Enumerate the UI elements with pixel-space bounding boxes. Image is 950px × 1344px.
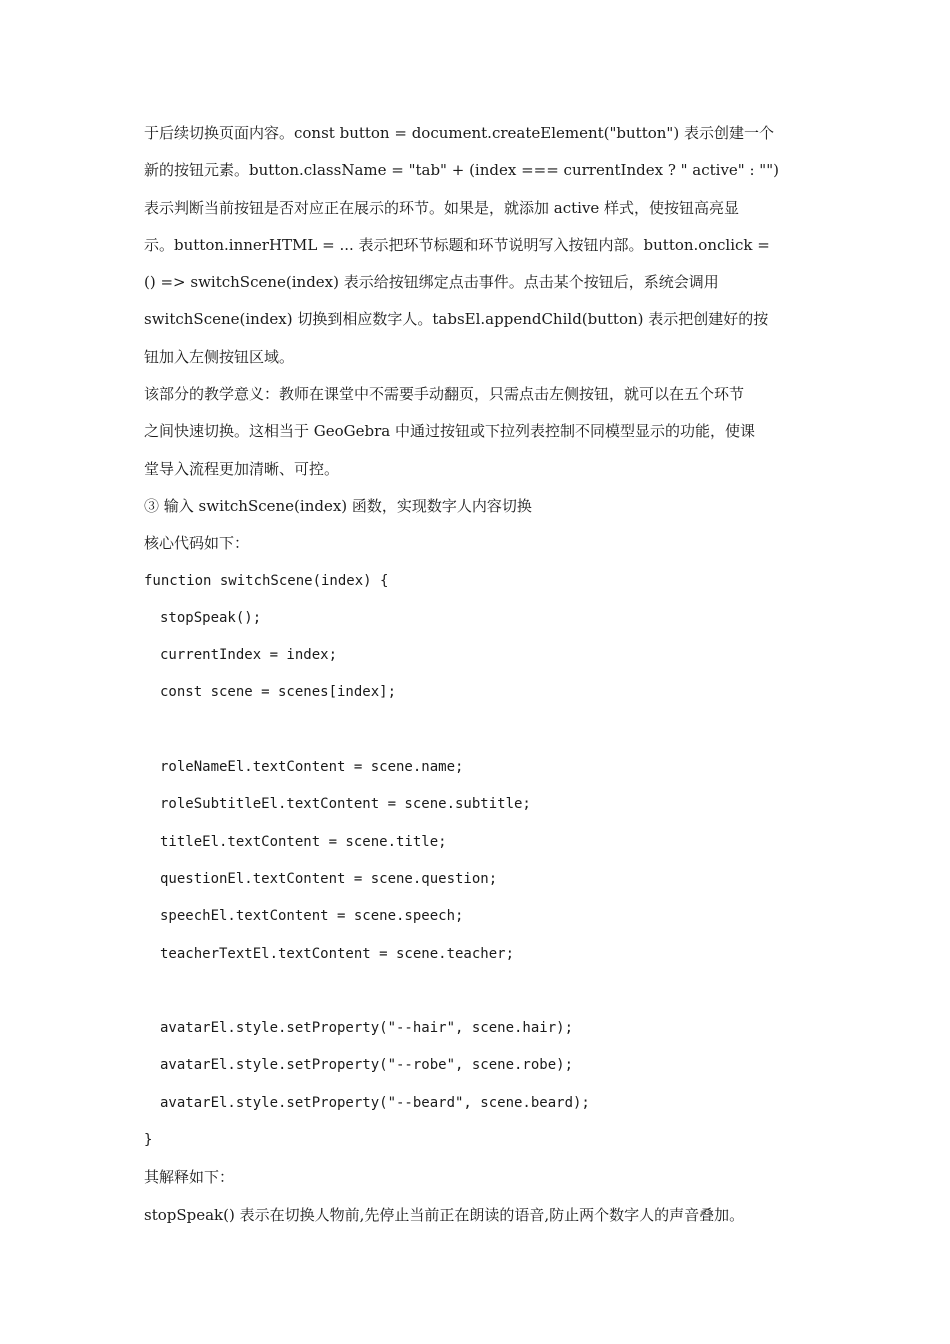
code-line: teacherTextEl.textContent = scene.teacher; [160,945,515,962]
paragraph-line: 钮加入左侧按钮区域。 [144,347,295,366]
document-body [144,115,808,1234]
code-line: roleNameEl.textContent = scene.name; [160,759,464,776]
code-line: } [144,1132,153,1149]
code-line: currentIndex = index; [160,647,338,664]
intro-paragraph [144,115,808,376]
code-blank-line [144,712,808,749]
code-line: function switchScene(index) { [144,572,389,589]
paragraph-line: switchScene(index) 切换到相应数字人。tabsEl.appendChild(button) 表示把创建好的按 [144,310,769,329]
paragraph-line: 表示判断当前按钮是否对应正在展示的环节。如果是，就添加 active 样式，使按钮高亮显 [144,198,740,217]
code-line: titleEl.textContent = scene.title; [160,833,447,850]
code-line: avatarEl.style.setProperty("--robe", scene.robe); [160,1057,574,1074]
explain-line: stopSpeak() 表示在切换人物前,先停止当前正在朗读的语音,防止两个数字人的声音叠加。 [144,1205,745,1224]
code-line: avatarEl.style.setProperty("--beard", scene.beard); [160,1094,590,1111]
paragraph-line: 于后续切换页面内容。const button = document.createElement("button") 表示创建一个 [144,124,774,142]
paragraph-line: 该部分的教学意义：教师在课堂中不需要手动翻页，只需点击左侧按钮，就可以在五个环节 [144,385,745,404]
code-block [144,563,808,1160]
code-line: speechEl.textContent = scene.speech; [160,908,464,925]
paragraph-line: 堂导入流程更加清晰、可控。 [144,459,340,478]
explain-heading: 其解释如下： [144,1168,235,1187]
code-line: const scene = scenes[index]; [160,684,397,701]
code-line: avatarEl.style.setProperty("--hair", scene.hair); [160,1020,574,1037]
teaching-meaning-paragraph [144,376,808,488]
code-blank-line [144,973,808,1010]
paragraph-line: 新的按钮元素。button.className = "tab" + (index === currentIndex ? " active" : "") [144,161,779,180]
code-line: questionEl.textContent = scene.question; [160,870,498,887]
paragraph-line: () => switchScene(index) 表示给按钮绑定点击事件。点击某个按钮后，系统会调用 [144,273,719,292]
section-heading: ③ 输入 switchScene(index) 函数，实现数字人内容切换 [144,496,532,515]
code-intro: 核心代码如下： [144,534,250,553]
paragraph-line: 之间快速切换。这相当于 GeoGebra 中通过按钮或下拉列表控制不同模型显示的功能，使课 [144,422,756,441]
paragraph-line: 示。button.innerHTML = ... 表示把环节标题和环节说明写入按钮内部。button.onclick = [144,235,770,254]
code-line: roleSubtitleEl.textContent = scene.subtitle; [160,796,531,813]
code-line: stopSpeak(); [160,609,262,626]
